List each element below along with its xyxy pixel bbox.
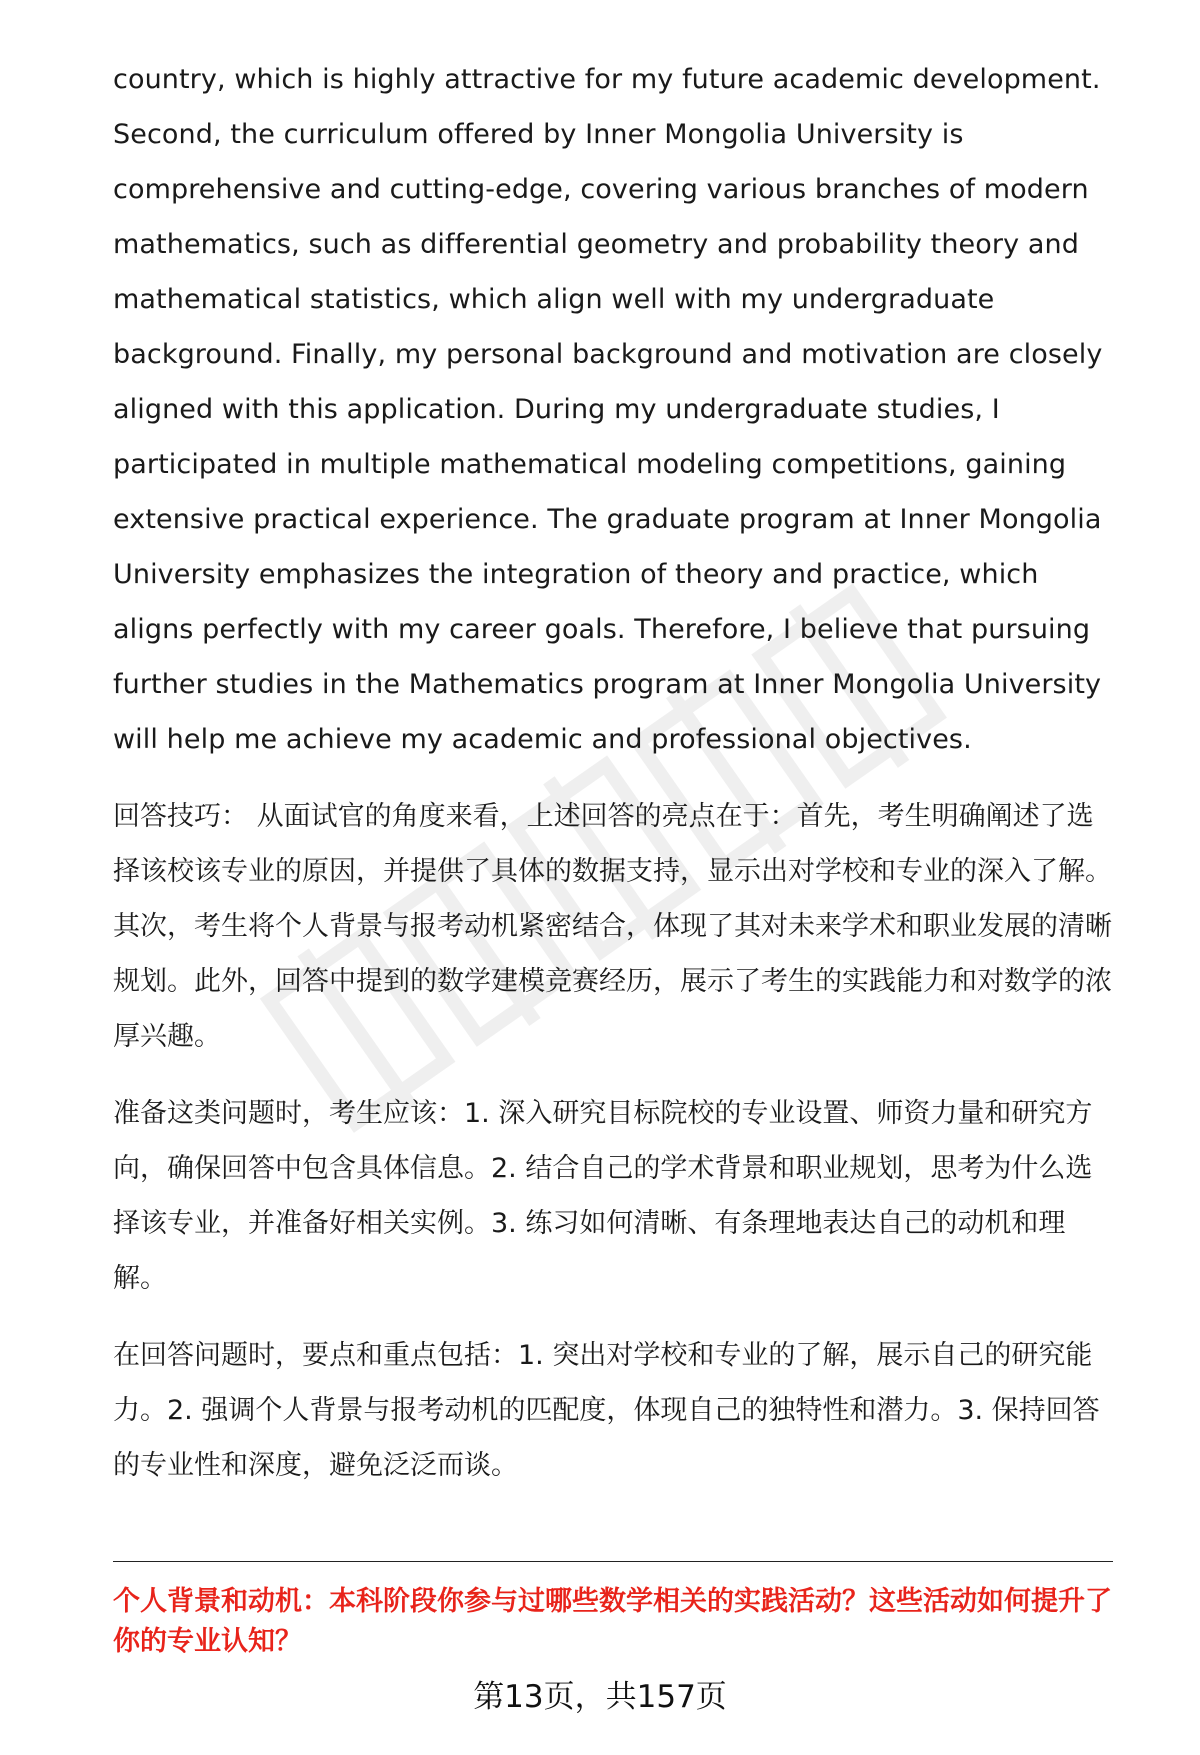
main-content <box>113 52 1113 1493</box>
key-points-paragraph: 在回答问题时，要点和重点包括：1. 突出对学校和专业的了解，展示自己的研究能力。2. 强调个人背景与报考动机的匹配度，体现自己的独特性和潜力。3. 保持回答的专业性和深度，避免泛泛而谈。 <box>113 1340 1100 1481</box>
tips-paragraph: 回答技巧： 从面试官的角度来看，上述回答的亮点在于：首先，考生明确阐述了选择该校该专业的原因，并提供了具体的数据支持，显示出对学校和专业的深入了解。其次，考生将个人背景与报考动机紧密结合，体现了其对未来学术和职业发展的清晰规划。此外，回答中提到的数学建模竞赛经历，展示了考生的实践能力和对数学的浓厚兴趣。 <box>113 801 1112 1052</box>
page-number-footer: 第13页，共157页 <box>473 1679 727 1715</box>
preparation-paragraph: 准备这类问题时，考生应该：1. 深入研究目标院校的专业设置、师资力量和研究方向，确保回答中包含具体信息。2. 结合自己的学术背景和职业规划，思考为什么选择该专业，并准备好相关实例。3. 练习如何清晰、有条理地表达自己的动机和理解。 <box>113 1098 1093 1294</box>
english-answer-paragraph: country, which is highly attractive for my future academic development. Second, the curriculum offered by Inner Mongolia University is comprehensive and cutting-edge, covering various branches of modern mathematics, such as differential geometry and probability theory and mathematical statistics, which align well with my undergraduate background. Finally, my personal background and motivation are closely aligned with this application. During my undergraduate studies, I participated in multiple mathematical modeling competitions, gaining extensive practical experience. The graduate program at Inner Mongolia University emphasizes the integration of theory and practice, which aligns perfectly with my career goals. Therefore, I believe that pursuing further studies in the Mathematics program at Inner Mongolia University will help me achieve my academic and professional objectives. <box>113 64 1103 755</box>
next-question-heading: 个人背景和动机：本科阶段你参与过哪些数学相关的实践活动？这些活动如何提升了你的专业认知？ <box>113 1586 1112 1657</box>
section-divider <box>113 1561 1113 1562</box>
